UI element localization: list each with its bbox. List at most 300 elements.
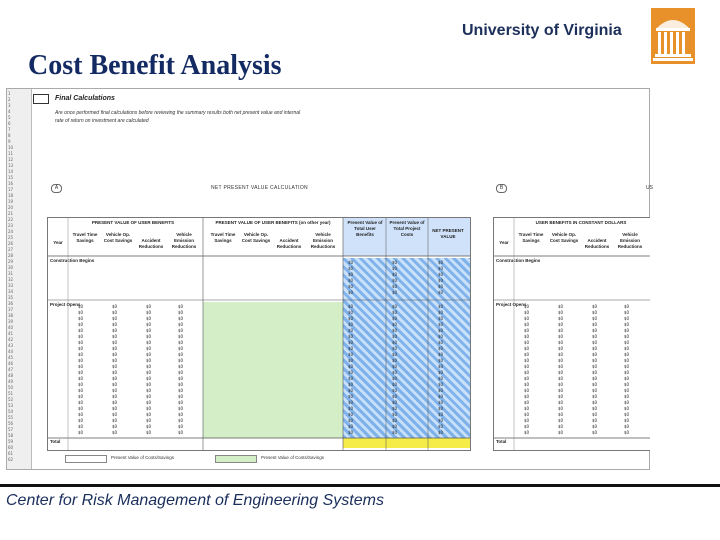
table-cell: $0 bbox=[112, 334, 118, 339]
row-number: 39 bbox=[8, 319, 14, 324]
row-number: 15 bbox=[8, 175, 14, 180]
table-cell: $0 bbox=[438, 346, 444, 351]
table-cell: $0 bbox=[78, 364, 84, 369]
table-cell: $0 bbox=[524, 394, 530, 399]
table-cell: $0 bbox=[624, 316, 630, 321]
table-cell: $0 bbox=[178, 334, 184, 339]
table-cell: $0 bbox=[592, 316, 598, 321]
col-emission-2: Vehicle Emission Reductions bbox=[310, 232, 336, 249]
row-number: 51 bbox=[8, 391, 14, 396]
partial-title: US bbox=[646, 185, 653, 191]
table-cell: $0 bbox=[558, 340, 564, 345]
table-cell: $0 bbox=[592, 328, 598, 333]
table-cell: $0 bbox=[112, 376, 118, 381]
table-cell: $0 bbox=[592, 304, 598, 309]
row-number: 32 bbox=[8, 277, 14, 282]
table-cell: $0 bbox=[392, 412, 398, 417]
table-cell: $0 bbox=[558, 418, 564, 423]
row-number: 23 bbox=[8, 223, 14, 228]
table-cell: $0 bbox=[348, 334, 354, 339]
table-cell: $0 bbox=[78, 346, 84, 351]
table-cell: $0 bbox=[178, 376, 184, 381]
table-cell: $0 bbox=[112, 358, 118, 363]
table-cell: $0 bbox=[146, 364, 152, 369]
table-cell: $0 bbox=[624, 418, 630, 423]
table-cell: $0 bbox=[558, 352, 564, 357]
table-cell: $0 bbox=[348, 346, 354, 351]
table-cell: $0 bbox=[392, 310, 398, 315]
table-cell: $0 bbox=[392, 284, 398, 289]
table-cell: $0 bbox=[348, 278, 354, 283]
table-cell: $0 bbox=[112, 418, 118, 423]
table-cell: $0 bbox=[178, 424, 184, 429]
row-number: 59 bbox=[8, 439, 14, 444]
row-header-column bbox=[7, 89, 32, 469]
table-cell: $0 bbox=[348, 400, 354, 405]
table-cell: $0 bbox=[524, 310, 530, 315]
table-cell: $0 bbox=[112, 430, 118, 435]
row-number: 60 bbox=[8, 445, 14, 450]
table-cell: $0 bbox=[392, 340, 398, 345]
table-cell: $0 bbox=[438, 260, 444, 265]
row-number: 17 bbox=[8, 187, 14, 192]
table-cell: $0 bbox=[592, 370, 598, 375]
row-number: 5 bbox=[8, 115, 11, 120]
table-cell: $0 bbox=[178, 370, 184, 375]
table-cell: $0 bbox=[348, 284, 354, 289]
table-cell: $0 bbox=[146, 424, 152, 429]
table-cell: $0 bbox=[524, 382, 530, 387]
total-label-b: Total bbox=[496, 439, 507, 444]
row-number: 18 bbox=[8, 193, 14, 198]
table-cell: $0 bbox=[178, 328, 184, 333]
table-cell: $0 bbox=[392, 334, 398, 339]
table-cell: $0 bbox=[146, 334, 152, 339]
table-cell: $0 bbox=[438, 334, 444, 339]
table-cell: $0 bbox=[78, 424, 84, 429]
table-cell: $0 bbox=[558, 424, 564, 429]
table-cell: $0 bbox=[438, 424, 444, 429]
row-number: 45 bbox=[8, 355, 14, 360]
row-number: 10 bbox=[8, 145, 14, 150]
table-cell: $0 bbox=[624, 352, 630, 357]
row-number: 40 bbox=[8, 325, 14, 330]
table-cell: $0 bbox=[348, 272, 354, 277]
table-cell: $0 bbox=[392, 400, 398, 405]
row-number: 3 bbox=[8, 103, 11, 108]
table-cell: $0 bbox=[392, 278, 398, 283]
table-cell: $0 bbox=[146, 400, 152, 405]
table-cell: $0 bbox=[348, 394, 354, 399]
table-cell: $0 bbox=[524, 430, 530, 435]
table-cell: $0 bbox=[438, 370, 444, 375]
table-cell: $0 bbox=[438, 278, 444, 283]
table-cell: $0 bbox=[438, 358, 444, 363]
table-cell: $0 bbox=[178, 346, 184, 351]
table-cell: $0 bbox=[438, 272, 444, 277]
row-number: 31 bbox=[8, 271, 14, 276]
table-cell: $0 bbox=[178, 388, 184, 393]
table-cell: $0 bbox=[438, 316, 444, 321]
table-cell: $0 bbox=[592, 334, 598, 339]
table-cell: $0 bbox=[112, 424, 118, 429]
table-cell: $0 bbox=[592, 364, 598, 369]
row-number: 46 bbox=[8, 361, 14, 366]
table-cell: $0 bbox=[558, 430, 564, 435]
table-cell: $0 bbox=[558, 382, 564, 387]
row-number: 62 bbox=[8, 457, 14, 462]
row-number: 26 bbox=[8, 241, 14, 246]
table-cell: $0 bbox=[392, 388, 398, 393]
table-cell: $0 bbox=[624, 364, 630, 369]
col-accident-2: Accident Reductions bbox=[276, 238, 302, 249]
table-cell: $0 bbox=[178, 340, 184, 345]
construction-label: Construction Begins bbox=[50, 258, 95, 263]
pv-user-benefits-header: PRESENT VALUE OF USER BENEFITS bbox=[91, 220, 175, 225]
table-cell: $0 bbox=[112, 316, 118, 321]
table-cell: $0 bbox=[178, 406, 184, 411]
row-number: 56 bbox=[8, 421, 14, 426]
npv-calculation-title: NET PRESENT VALUE CALCULATION bbox=[211, 185, 308, 191]
table-cell: $0 bbox=[348, 260, 354, 265]
table-cell: $0 bbox=[112, 382, 118, 387]
table-cell: $0 bbox=[624, 400, 630, 405]
col-year-b: Year bbox=[499, 240, 509, 245]
table-cell: $0 bbox=[78, 316, 84, 321]
table-cell: $0 bbox=[438, 290, 444, 295]
table-cell: $0 bbox=[558, 322, 564, 327]
row-number: 11 bbox=[8, 151, 14, 156]
table-cell: $0 bbox=[78, 352, 84, 357]
table-cell: $0 bbox=[624, 406, 630, 411]
table-cell: $0 bbox=[624, 358, 630, 363]
table-cell: $0 bbox=[524, 316, 530, 321]
table-cell: $0 bbox=[392, 364, 398, 369]
table-cell: $0 bbox=[438, 376, 444, 381]
table-cell: $0 bbox=[78, 328, 84, 333]
table-cell: $0 bbox=[348, 388, 354, 393]
table-cell: $0 bbox=[438, 430, 444, 435]
table-cell: $0 bbox=[178, 316, 184, 321]
table-cell: $0 bbox=[524, 334, 530, 339]
table-cell: $0 bbox=[558, 328, 564, 333]
table-cell: $0 bbox=[524, 388, 530, 393]
row-number: 42 bbox=[8, 337, 14, 342]
table-cell: $0 bbox=[524, 352, 530, 357]
table-cell: $0 bbox=[392, 304, 398, 309]
table-cell: $0 bbox=[438, 266, 444, 271]
table-cell: $0 bbox=[438, 322, 444, 327]
table-cell: $0 bbox=[438, 388, 444, 393]
row-number: 29 bbox=[8, 259, 14, 264]
table-cell: $0 bbox=[558, 370, 564, 375]
table-cell: $0 bbox=[112, 388, 118, 393]
constant-dollars-header: USER BENEFITS IN CONSTANT DOLLARS bbox=[535, 220, 627, 225]
table-cell: $0 bbox=[78, 304, 84, 309]
table-cell: $0 bbox=[348, 424, 354, 429]
table-cell: $0 bbox=[624, 394, 630, 399]
row-number: 9 bbox=[8, 139, 11, 144]
table-cell: $0 bbox=[348, 406, 354, 411]
table-cell: $0 bbox=[392, 394, 398, 399]
row-number: 49 bbox=[8, 379, 14, 384]
table-cell: $0 bbox=[392, 266, 398, 271]
row-number: 12 bbox=[8, 157, 14, 162]
row-number: 38 bbox=[8, 313, 14, 318]
table-cell: $0 bbox=[112, 394, 118, 399]
col-travel-time-b: Travel Time Savings bbox=[518, 232, 544, 243]
marker-b: B bbox=[496, 184, 507, 193]
slide-title: Cost Benefit Analysis bbox=[28, 50, 282, 81]
table-cell: $0 bbox=[624, 412, 630, 417]
university-name: University of Virginia bbox=[462, 22, 622, 39]
table-cell: $0 bbox=[624, 370, 630, 375]
table-cell: $0 bbox=[624, 340, 630, 345]
table-cell: $0 bbox=[438, 340, 444, 345]
table-cell: $0 bbox=[558, 334, 564, 339]
table-cell: $0 bbox=[592, 358, 598, 363]
table-cell: $0 bbox=[112, 412, 118, 417]
table-cell: $0 bbox=[112, 328, 118, 333]
row-number: 48 bbox=[8, 373, 14, 378]
total-label: Total bbox=[50, 439, 61, 444]
table-cell: $0 bbox=[392, 424, 398, 429]
table-cell: $0 bbox=[524, 412, 530, 417]
row-number: 57 bbox=[8, 427, 14, 432]
table-cell: $0 bbox=[348, 364, 354, 369]
table-cell: $0 bbox=[624, 430, 630, 435]
table-cell: $0 bbox=[438, 394, 444, 399]
table-cell: $0 bbox=[392, 260, 398, 265]
table-cell: $0 bbox=[178, 400, 184, 405]
table-cell: $0 bbox=[592, 394, 598, 399]
pv-user-benefits-other-header: PRESENT VALUE OF USER BENEFITS (on other year) bbox=[215, 220, 331, 225]
table-cell: $0 bbox=[558, 316, 564, 321]
row-number: 19 bbox=[8, 199, 14, 204]
table-cell: $0 bbox=[146, 316, 152, 321]
sheet-description: Are once performed final calculations before reviewing the summary results both net present value and internal rate of return on investment are calculated bbox=[55, 110, 301, 124]
npv-header: NET PRESENT VALUE bbox=[432, 228, 464, 239]
table-cell: $0 bbox=[78, 358, 84, 363]
table-cell: $0 bbox=[348, 418, 354, 423]
spreadsheet-image bbox=[6, 88, 653, 470]
col-year: Year bbox=[53, 240, 63, 245]
table-cell: $0 bbox=[178, 358, 184, 363]
row-number: 50 bbox=[8, 385, 14, 390]
table-cell: $0 bbox=[392, 272, 398, 277]
table-cell: $0 bbox=[438, 400, 444, 405]
table-cell: $0 bbox=[78, 322, 84, 327]
table-cell: $0 bbox=[592, 430, 598, 435]
table-cell: $0 bbox=[178, 322, 184, 327]
table-cell: $0 bbox=[392, 328, 398, 333]
table-cell: $0 bbox=[624, 424, 630, 429]
row-number: 4 bbox=[8, 109, 11, 114]
table-cell: $0 bbox=[112, 310, 118, 315]
project-opens-label-b: Project Opens bbox=[496, 302, 527, 307]
table-cell: $0 bbox=[624, 382, 630, 387]
table-cell: $0 bbox=[592, 388, 598, 393]
footer-divider bbox=[0, 484, 720, 487]
table-cell: $0 bbox=[348, 352, 354, 357]
table-cell: $0 bbox=[112, 406, 118, 411]
table-cell: $0 bbox=[348, 290, 354, 295]
table-cell: $0 bbox=[624, 304, 630, 309]
table-cell: $0 bbox=[146, 346, 152, 351]
selected-cell[interactable] bbox=[33, 94, 49, 104]
table-cell: $0 bbox=[438, 284, 444, 289]
table-cell: $0 bbox=[524, 322, 530, 327]
table-cell: $0 bbox=[524, 418, 530, 423]
row-number: 44 bbox=[8, 349, 14, 354]
table-cell: $0 bbox=[146, 376, 152, 381]
row-number: 47 bbox=[8, 367, 14, 372]
table-cell: $0 bbox=[438, 310, 444, 315]
table-cell: $0 bbox=[392, 430, 398, 435]
table-cell: $0 bbox=[524, 424, 530, 429]
table-cell: $0 bbox=[178, 310, 184, 315]
table-cell: $0 bbox=[558, 400, 564, 405]
table-cell: $0 bbox=[558, 388, 564, 393]
row-number: 21 bbox=[8, 211, 14, 216]
table-cell: $0 bbox=[438, 304, 444, 309]
table-cell: $0 bbox=[348, 358, 354, 363]
row-number: 33 bbox=[8, 283, 14, 288]
table-cell: $0 bbox=[392, 418, 398, 423]
table-cell: $0 bbox=[348, 310, 354, 315]
table-cell: $0 bbox=[146, 430, 152, 435]
footer-text: Center for Risk Management of Engineering Systems bbox=[6, 492, 384, 509]
table-cell: $0 bbox=[438, 412, 444, 417]
table-cell: $0 bbox=[112, 304, 118, 309]
col-vehicle-op-2: Vehicle Op. Cost Savings bbox=[241, 232, 271, 243]
legend-green-swatch bbox=[215, 455, 257, 463]
table-cell: $0 bbox=[112, 352, 118, 357]
row-number: 41 bbox=[8, 331, 14, 336]
table-cell: $0 bbox=[438, 418, 444, 423]
table-cell: $0 bbox=[558, 376, 564, 381]
table-cell: $0 bbox=[78, 388, 84, 393]
table-cell: $0 bbox=[146, 340, 152, 345]
table-cell: $0 bbox=[78, 406, 84, 411]
constant-dollars-table bbox=[493, 217, 650, 451]
legend-white-swatch bbox=[65, 455, 107, 463]
col-emission: Vehicle Emission Reductions bbox=[171, 232, 197, 249]
legend-2: Present Value of Costs/Savings bbox=[261, 455, 324, 460]
table-cell: $0 bbox=[524, 370, 530, 375]
table-cell: $0 bbox=[348, 382, 354, 387]
row-number: 13 bbox=[8, 163, 14, 168]
row-number: 58 bbox=[8, 433, 14, 438]
table-cell: $0 bbox=[112, 346, 118, 351]
table-cell: $0 bbox=[558, 412, 564, 417]
table-cell: $0 bbox=[592, 346, 598, 351]
table-cell: $0 bbox=[624, 322, 630, 327]
table-cell: $0 bbox=[178, 352, 184, 357]
table-cell: $0 bbox=[146, 370, 152, 375]
table-cell: $0 bbox=[112, 364, 118, 369]
row-number: 53 bbox=[8, 403, 14, 408]
col-vehicle-op: Vehicle Op. Cost Savings bbox=[103, 232, 133, 243]
table-cell: $0 bbox=[392, 352, 398, 357]
table-cell: $0 bbox=[392, 406, 398, 411]
table-cell: $0 bbox=[78, 376, 84, 381]
legend-1: Present Value of Costs/Savings bbox=[111, 455, 174, 460]
table-cell: $0 bbox=[592, 418, 598, 423]
col-vehicle-op-b: Vehicle Op. Cost Savings bbox=[549, 232, 579, 243]
row-number: 14 bbox=[8, 169, 14, 174]
row-number: 35 bbox=[8, 295, 14, 300]
table-cell: $0 bbox=[146, 358, 152, 363]
table-cell: $0 bbox=[524, 406, 530, 411]
row-number: 8 bbox=[8, 133, 11, 138]
row-number: 61 bbox=[8, 451, 14, 456]
col-accident-b: Accident Reductions bbox=[584, 238, 610, 249]
table-cell: $0 bbox=[524, 304, 530, 309]
row-number: 43 bbox=[8, 343, 14, 348]
table-cell: $0 bbox=[558, 364, 564, 369]
pv-project-costs-header: Present Value of Total Project Costs bbox=[389, 220, 425, 237]
table-cell: $0 bbox=[392, 316, 398, 321]
table-cell: $0 bbox=[146, 310, 152, 315]
col-accident: Accident Reductions bbox=[138, 238, 164, 249]
table-cell: $0 bbox=[78, 400, 84, 405]
table-cell: $0 bbox=[348, 322, 354, 327]
table-cell: $0 bbox=[178, 304, 184, 309]
table-cell: $0 bbox=[146, 412, 152, 417]
table-cell: $0 bbox=[624, 388, 630, 393]
table-cell: $0 bbox=[146, 304, 152, 309]
table-cell: $0 bbox=[348, 370, 354, 375]
marker-a: A bbox=[51, 184, 62, 193]
table-cell: $0 bbox=[78, 418, 84, 423]
row-number: 28 bbox=[8, 253, 14, 258]
table-cell: $0 bbox=[112, 400, 118, 405]
table-cell: $0 bbox=[558, 358, 564, 363]
table-cell: $0 bbox=[392, 346, 398, 351]
construction-label-b: Construction Begins bbox=[496, 258, 541, 263]
table-cell: $0 bbox=[438, 352, 444, 357]
table-cell: $0 bbox=[348, 266, 354, 271]
rotunda-logo-icon bbox=[651, 8, 695, 64]
table-cell: $0 bbox=[146, 394, 152, 399]
row-number: 55 bbox=[8, 415, 14, 420]
col-travel-time: Travel Time Savings bbox=[72, 232, 98, 243]
table-cell: $0 bbox=[524, 364, 530, 369]
row-number: 30 bbox=[8, 265, 14, 270]
table-cell: $0 bbox=[78, 412, 84, 417]
table-cell: $0 bbox=[146, 352, 152, 357]
table-cell: $0 bbox=[524, 346, 530, 351]
table-cell: $0 bbox=[78, 334, 84, 339]
table-cell: $0 bbox=[78, 310, 84, 315]
row-number: 37 bbox=[8, 307, 14, 312]
col-emission-b: Vehicle Emission Reductions bbox=[617, 232, 643, 249]
table-cell: $0 bbox=[558, 346, 564, 351]
row-number: 2 bbox=[8, 97, 11, 102]
table-cell: $0 bbox=[592, 412, 598, 417]
row-number: 20 bbox=[8, 205, 14, 210]
table-cell: $0 bbox=[558, 406, 564, 411]
row-number: 52 bbox=[8, 397, 14, 402]
table-cell: $0 bbox=[78, 370, 84, 375]
row-number: 24 bbox=[8, 229, 14, 234]
table-cell: $0 bbox=[592, 400, 598, 405]
table-cell: $0 bbox=[78, 394, 84, 399]
table-cell: $0 bbox=[348, 376, 354, 381]
table-cell: $0 bbox=[392, 370, 398, 375]
table-cell: $0 bbox=[78, 430, 84, 435]
